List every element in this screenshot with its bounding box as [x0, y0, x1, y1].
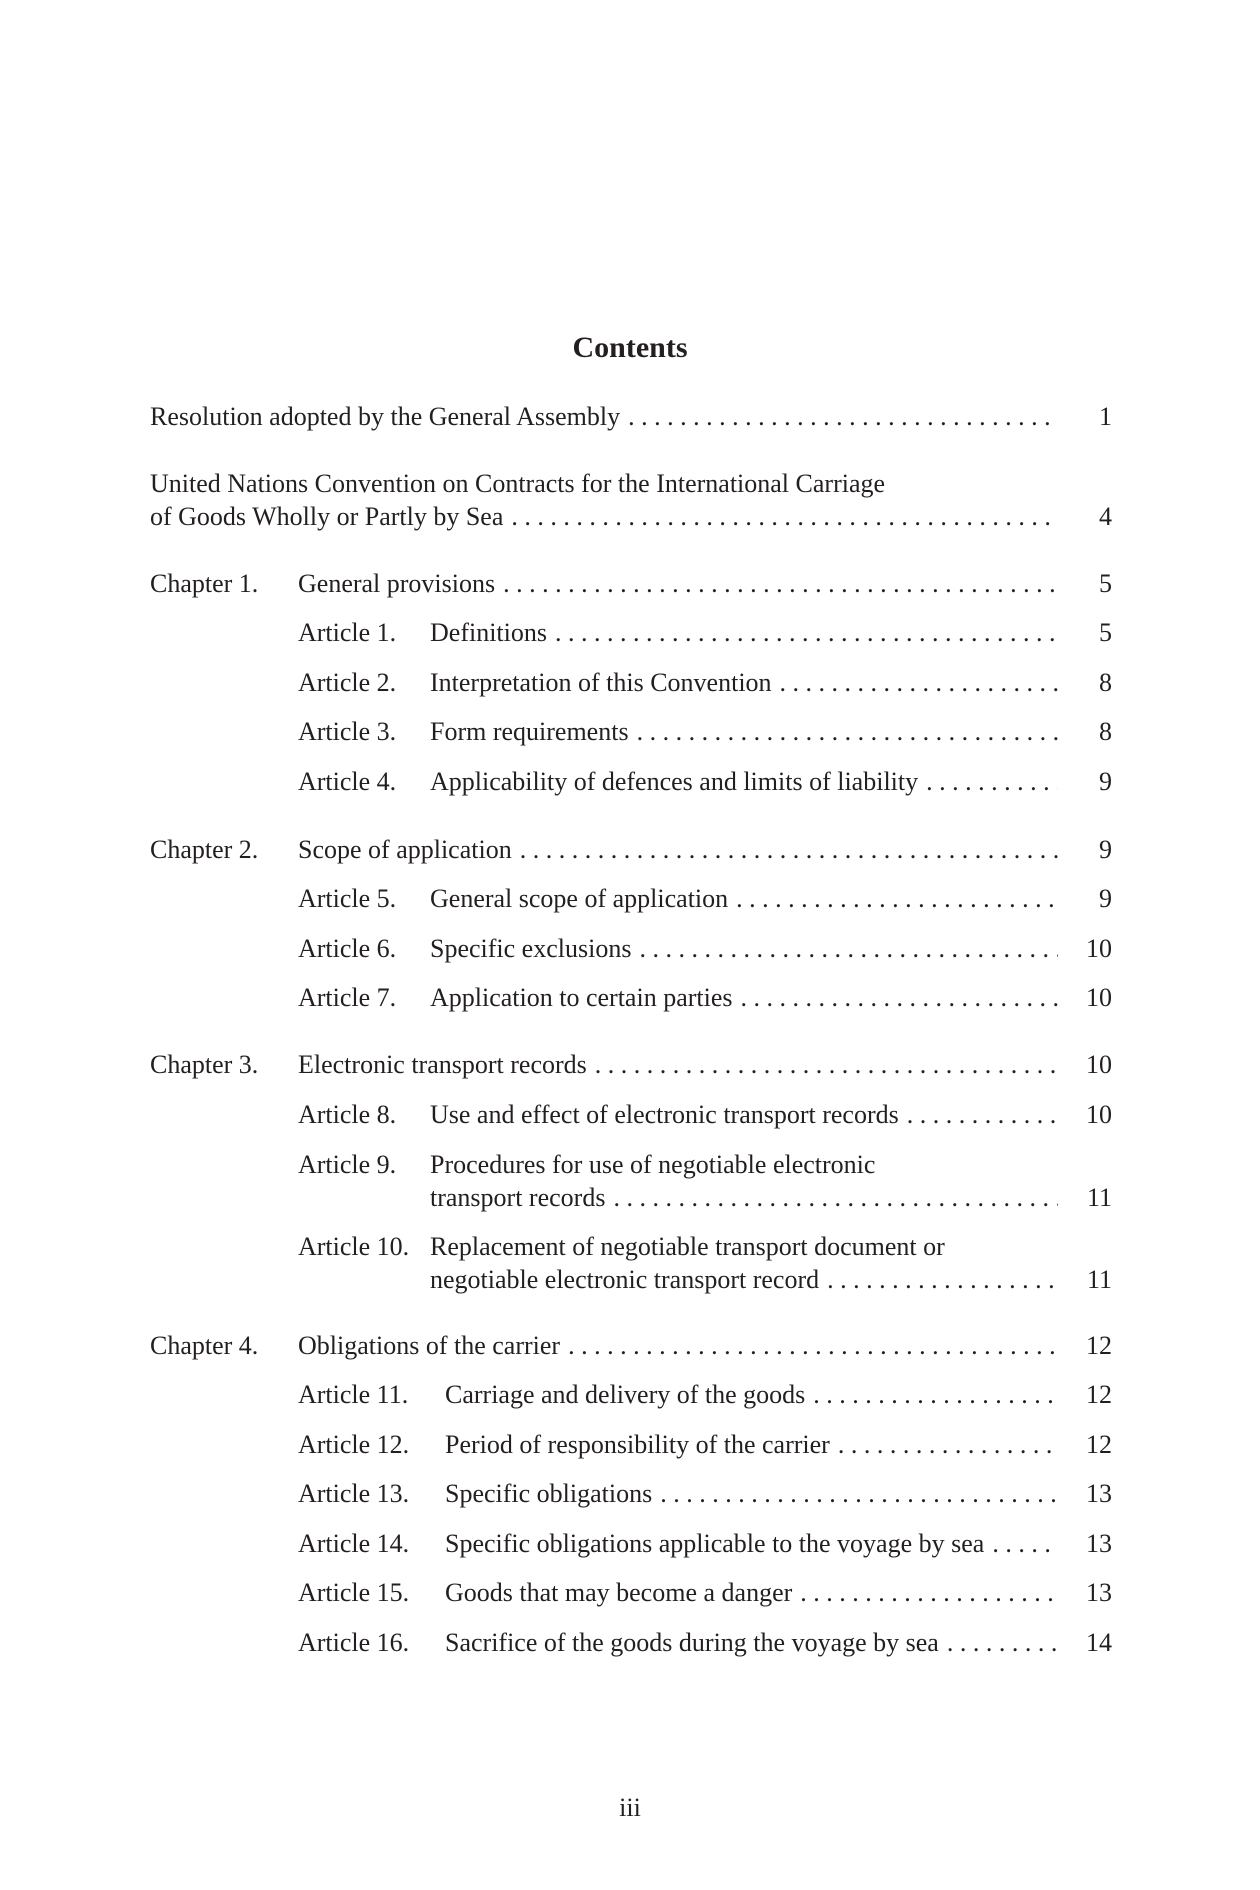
article-title: Use and effect of electronic transport records — [430, 1100, 899, 1129]
article-title: Carriage and delivery of the goods — [445, 1380, 806, 1409]
article-title: Specific obligations — [445, 1479, 653, 1508]
toc-page-number: 12 — [1086, 1430, 1112, 1459]
dot-leader — [800, 1576, 1058, 1610]
dot-leader — [907, 1098, 1058, 1132]
article-title: Period of responsibility of the carrier — [445, 1430, 830, 1459]
dot-leader — [639, 932, 1058, 966]
toc-entry-article-1[interactable] — [430, 616, 1058, 650]
toc-entry-convention-line1[interactable]: United Nations Convention on Contracts for the International Carriage — [150, 469, 886, 498]
toc-page-number: 9 — [1099, 835, 1112, 864]
dot-leader — [838, 1428, 1058, 1462]
toc-page-number: 1 — [1099, 402, 1112, 431]
toc-entry-article-14[interactable] — [445, 1527, 1058, 1561]
toc-entry-chapter-4[interactable] — [298, 1329, 1058, 1363]
article-label: Article 6. — [298, 934, 397, 963]
toc-entry-convention[interactable] — [150, 500, 1058, 534]
toc-entry-article-8[interactable] — [430, 1098, 1058, 1132]
toc-entry-title: Resolution adopted by the General Assembly — [150, 402, 621, 431]
toc-page-number: 9 — [1099, 767, 1112, 796]
chapter-title: Obligations of the carrier — [298, 1331, 561, 1360]
article-title: Applicability of defences and limits of liability — [430, 767, 919, 796]
article-title: Form requirements — [430, 717, 629, 746]
article-label: Article 13. — [298, 1479, 410, 1508]
toc-entry-article-13[interactable] — [445, 1477, 1058, 1511]
dot-leader — [595, 1048, 1058, 1082]
article-title-line1[interactable]: Procedures for use of negotiable electronic — [430, 1150, 876, 1179]
dot-leader — [511, 500, 1058, 534]
article-label: Article 12. — [298, 1430, 410, 1459]
dot-leader — [520, 833, 1058, 867]
toc-entry-article-6[interactable] — [430, 932, 1058, 966]
toc-page-number: 5 — [1099, 618, 1112, 647]
toc-entry-article-16[interactable] — [445, 1626, 1058, 1660]
dot-leader — [741, 981, 1058, 1015]
toc-entry-chapter-2[interactable] — [298, 833, 1058, 867]
toc-page-number: 10 — [1086, 934, 1112, 963]
dot-leader — [503, 567, 1058, 601]
toc-page-number: 14 — [1086, 1628, 1112, 1657]
toc-entry-chapter-3[interactable] — [298, 1048, 1058, 1082]
article-label: Article 8. — [298, 1100, 397, 1129]
article-label: Article 5. — [298, 884, 397, 913]
chapter-label: Chapter 3. — [150, 1050, 259, 1079]
chapter-title: Scope of application — [298, 835, 512, 864]
article-title: Goods that may become a danger — [445, 1578, 793, 1607]
article-title: negotiable electronic transport record — [430, 1265, 820, 1294]
toc-page-number: 13 — [1086, 1479, 1112, 1508]
chapter-title: General provisions — [298, 569, 496, 598]
article-label: Article 3. — [298, 717, 397, 746]
dot-leader — [813, 1378, 1058, 1412]
toc-page-number: 8 — [1099, 717, 1112, 746]
dot-leader — [660, 1477, 1058, 1511]
article-label: Article 10. — [298, 1232, 410, 1261]
page-number-footer: iii — [619, 1793, 641, 1822]
toc-entry-chapter-1[interactable] — [298, 567, 1058, 601]
toc-page-number: 4 — [1099, 502, 1112, 531]
toc-page-number: 8 — [1099, 668, 1112, 697]
article-title: Definitions — [430, 618, 547, 647]
toc-entry-article-9[interactable] — [430, 1181, 1058, 1215]
toc-entry-article-5[interactable] — [430, 882, 1058, 916]
toc-page-number: 12 — [1086, 1331, 1112, 1360]
article-title: Interpretation of this Convention — [430, 668, 772, 697]
article-label: Article 7. — [298, 983, 397, 1012]
toc-entry-article-12[interactable] — [445, 1428, 1058, 1462]
toc-entry-article-2[interactable] — [430, 666, 1058, 700]
article-title-line1[interactable]: Replacement of negotiable transport document or — [430, 1232, 945, 1261]
article-title: Specific obligations applicable to the voyage by sea — [445, 1529, 985, 1558]
toc-entry-title: of Goods Wholly or Partly by Sea — [150, 502, 504, 531]
article-label: Article 9. — [298, 1150, 397, 1179]
article-title: Application to certain parties — [430, 983, 733, 1012]
dot-leader — [780, 666, 1058, 700]
toc-page-number: 10 — [1086, 1100, 1112, 1129]
article-label: Article 16. — [298, 1628, 410, 1657]
toc-entry-article-15[interactable] — [445, 1576, 1058, 1610]
toc-page-number: 11 — [1086, 1183, 1112, 1212]
article-label: Article 14. — [298, 1529, 410, 1558]
article-title: transport records — [430, 1183, 606, 1212]
toc-entry-article-11[interactable] — [445, 1378, 1058, 1412]
toc-page-number: 10 — [1086, 983, 1112, 1012]
toc-page-number: 13 — [1086, 1578, 1112, 1607]
toc-page-number: 11 — [1086, 1265, 1112, 1294]
toc-page-number: 13 — [1086, 1529, 1112, 1558]
dot-leader — [613, 1181, 1058, 1215]
toc-page-number: 10 — [1086, 1050, 1112, 1079]
dot-leader — [827, 1263, 1058, 1297]
toc-entry-resolution[interactable] — [150, 400, 1058, 434]
article-title: Specific exclusions — [430, 934, 632, 963]
article-label: Article 1. — [298, 618, 397, 647]
dot-leader — [555, 616, 1058, 650]
dot-leader — [926, 765, 1058, 799]
toc-entry-article-10[interactable] — [430, 1263, 1058, 1297]
dot-leader — [628, 400, 1058, 434]
toc-entry-article-3[interactable] — [430, 715, 1058, 749]
dot-leader — [568, 1329, 1058, 1363]
toc-page-number: 9 — [1099, 884, 1112, 913]
dot-leader — [637, 715, 1058, 749]
article-title: General scope of application — [430, 884, 729, 913]
chapter-label: Chapter 2. — [150, 835, 259, 864]
toc-page-number: 5 — [1099, 569, 1112, 598]
article-label: Article 11. — [298, 1380, 409, 1409]
chapter-title: Electronic transport records — [298, 1050, 587, 1079]
chapter-label: Chapter 1. — [150, 569, 259, 598]
chapter-label: Chapter 4. — [150, 1331, 259, 1360]
article-label: Article 4. — [298, 767, 397, 796]
article-title: Sacrifice of the goods during the voyage by sea — [445, 1628, 939, 1657]
dot-leader — [736, 882, 1058, 916]
page-title: Contents — [572, 331, 688, 364]
toc-page-number: 12 — [1086, 1380, 1112, 1409]
article-label: Article 15. — [298, 1578, 410, 1607]
toc-entry-article-4[interactable] — [430, 765, 1058, 799]
article-label: Article 2. — [298, 668, 397, 697]
toc-entry-article-7[interactable] — [430, 981, 1058, 1015]
